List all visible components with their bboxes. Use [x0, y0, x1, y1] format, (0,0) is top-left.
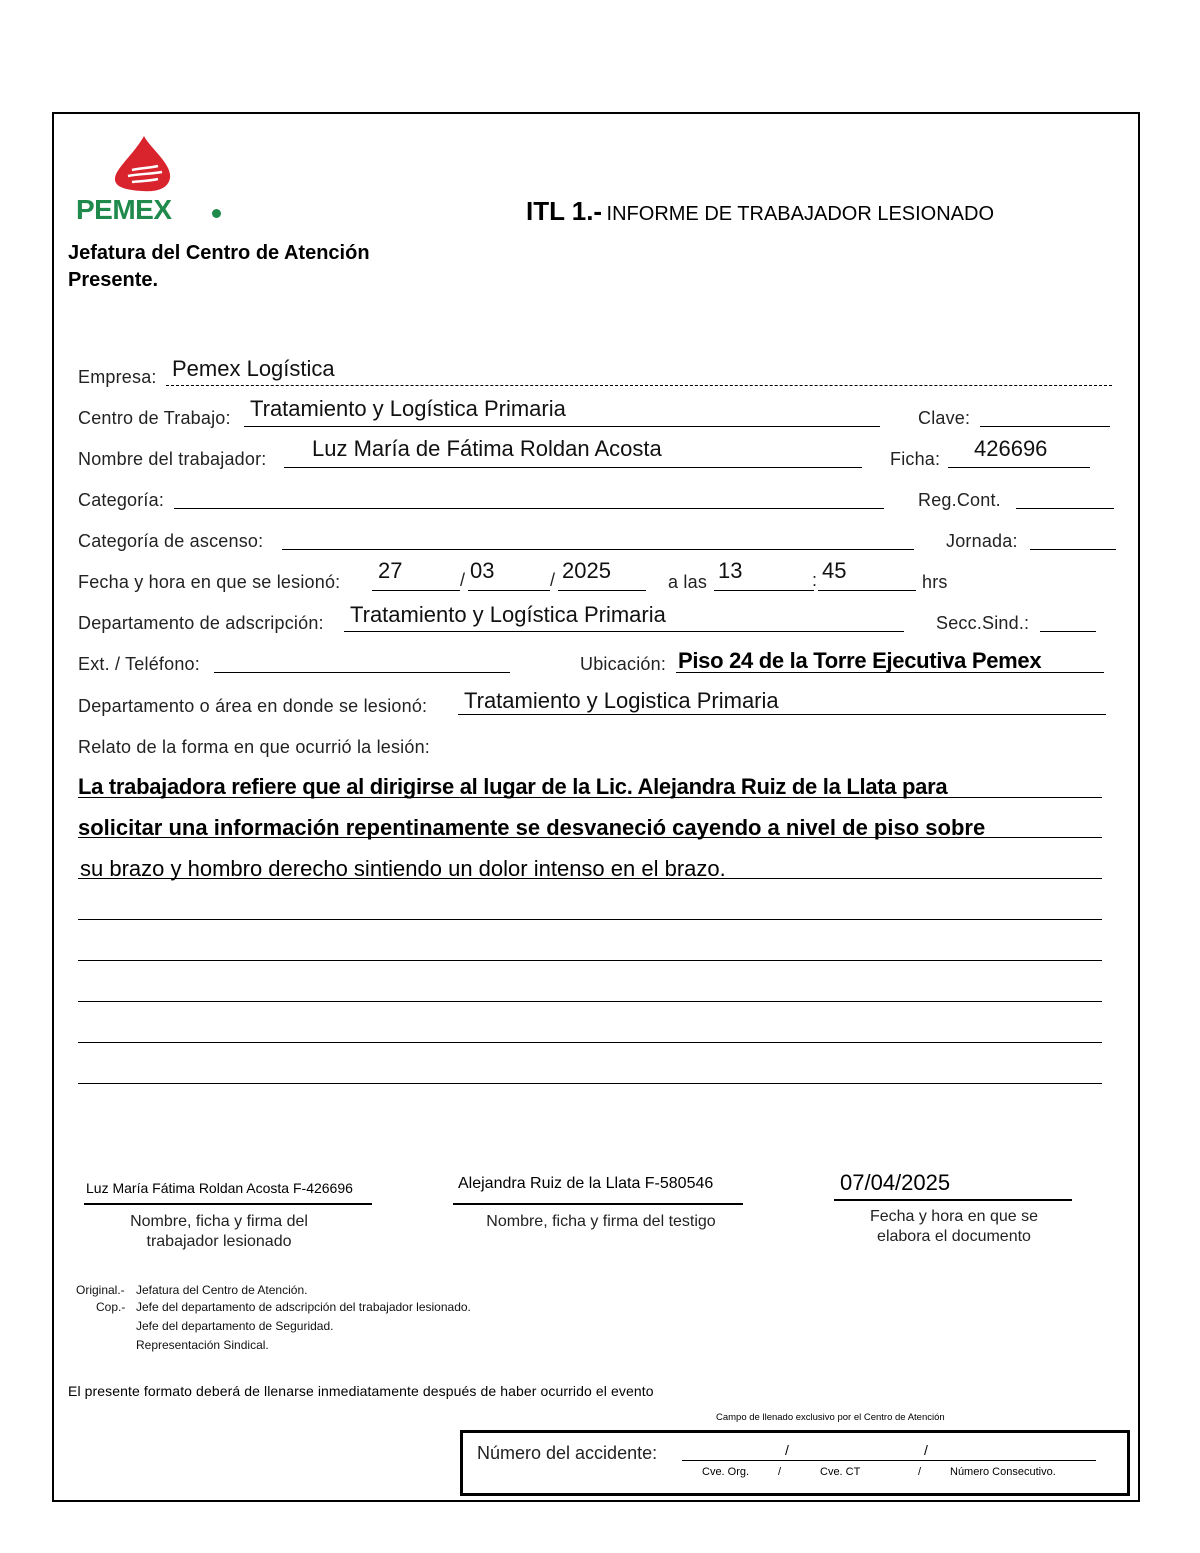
relato-label: Relato de la forma en que ocurrió la lesión:	[78, 737, 430, 757]
addressee-line-1: Jefatura del Centro de Atención	[68, 242, 370, 264]
relato-line[interactable]	[78, 1083, 1102, 1084]
date-caption-2: elabora el documento	[877, 1228, 1031, 1245]
area-value[interactable]: Tratamiento y Logistica Primaria	[464, 688, 779, 713]
form-code: ITL 1.-	[526, 196, 603, 226]
fecha-label: Fecha y hora en que se lesionó:	[78, 572, 341, 592]
relato-text-line-1[interactable]: La trabajadora refiere que al dirigirse al lugar de la Lic. Alejandra Ruiz de la Llata para	[78, 774, 948, 799]
pemex-drop-icon	[110, 134, 174, 194]
regcont-line[interactable]	[1016, 508, 1114, 509]
addressee-line-2: Presente.	[68, 269, 159, 291]
witness-signature-line	[453, 1203, 743, 1205]
empresa-value[interactable]: Pemex Logística	[172, 356, 335, 381]
ficha-value[interactable]: 426696	[974, 436, 1048, 461]
date-slash-1: /	[460, 570, 466, 590]
copy-label: Cop.-	[96, 1300, 126, 1314]
centro-value[interactable]: Tratamiento y Logística Primaria	[250, 396, 566, 421]
minute-value[interactable]: 45	[822, 558, 847, 583]
worker-signature-line	[84, 1203, 372, 1205]
worker-caption-1: Nombre, ficha y firma del	[130, 1213, 308, 1230]
date-slash-2: /	[550, 570, 556, 590]
centro-line	[244, 426, 880, 427]
relato-text-line-3[interactable]: su brazo y hombro derecho sintiendo un dolor intenso en el brazo.	[80, 856, 726, 881]
depto-value[interactable]: Tratamiento y Logística Primaria	[350, 602, 666, 627]
depto-line	[344, 631, 904, 632]
witness-caption: Nombre, ficha y firma del testigo	[486, 1213, 716, 1230]
hrs-label: hrs	[922, 572, 948, 592]
accident-slash-1: /	[785, 1442, 789, 1458]
ext-label: Ext. / Teléfono:	[78, 654, 200, 674]
ubicacion-value[interactable]: Piso 24 de la Torre Ejecutiva Pemex	[678, 648, 1042, 673]
caption-slash-1: /	[778, 1466, 782, 1478]
copy-item-1: Jefe del departamento de adscripción del trabajador lesionado.	[136, 1300, 471, 1314]
clave-label: Clave:	[918, 408, 971, 428]
year-value[interactable]: 2025	[562, 558, 611, 583]
accident-number-label: Número del accidente:	[477, 1443, 658, 1463]
document-date-value[interactable]: 07/04/2025	[840, 1170, 951, 1195]
worker-caption-2: trabajador lesionado	[146, 1233, 292, 1250]
relato-text-line-2[interactable]: solicitar una información repentinamente se desvaneció cayendo a nivel de piso sobre	[78, 815, 986, 840]
month-value[interactable]: 03	[470, 558, 495, 583]
caption-slash-2: /	[918, 1466, 922, 1478]
original-value: Jefatura del Centro de Atención.	[136, 1283, 308, 1297]
cve-ct-label: Cve. CT	[820, 1466, 861, 1478]
relato-line[interactable]	[78, 1001, 1102, 1002]
cve-org-label: Cve. Org.	[702, 1466, 750, 1478]
minute-line	[818, 590, 916, 591]
empresa-label: Empresa:	[78, 367, 157, 387]
jornada-label: Jornada:	[946, 531, 1018, 551]
clave-line[interactable]	[980, 426, 1110, 427]
date-caption-1: Fecha y hora en que se	[869, 1208, 1039, 1225]
relato-line[interactable]	[78, 919, 1102, 920]
nombre-line	[284, 467, 862, 468]
centro-label: Centro de Trabajo:	[78, 408, 231, 428]
exclusive-field-label: Campo de llenado exclusivo por el Centro de Atención	[716, 1412, 945, 1423]
time-colon: :	[812, 570, 818, 590]
month-line	[468, 590, 550, 591]
logo-registered-icon	[212, 209, 221, 218]
worker-signature-value[interactable]: Luz María Fátima Roldan Acosta F-426696	[86, 1180, 353, 1196]
hour-value[interactable]: 13	[718, 558, 743, 583]
ficha-line	[948, 467, 1090, 468]
secc-line[interactable]	[1040, 631, 1096, 632]
ubicacion-label: Ubicación:	[580, 654, 667, 674]
alas-label: a las	[668, 572, 708, 592]
accident-slash-2: /	[924, 1442, 928, 1458]
ficha-label: Ficha:	[890, 449, 941, 469]
relato-line[interactable]	[78, 960, 1102, 961]
jornada-line[interactable]	[1030, 549, 1116, 550]
regcont-label: Reg.Cont.	[918, 490, 1001, 510]
nombre-value[interactable]: Luz María de Fátima Roldan Acosta	[312, 436, 662, 461]
secc-label: Secc.Sind.:	[936, 613, 1030, 633]
depto-label: Departamento de adscripción:	[78, 613, 324, 633]
empresa-line	[166, 385, 1112, 386]
area-line	[458, 714, 1106, 715]
consecutivo-label: Número Consecutivo.	[950, 1466, 1056, 1478]
pemex-logo-text: PEMEX	[76, 194, 172, 225]
copy-item-2: Jefe del departamento de Seguridad.	[136, 1319, 334, 1333]
witness-signature-value[interactable]: Alejandra Ruiz de la Llata F-580546	[458, 1175, 714, 1192]
relato-line[interactable]	[78, 1042, 1102, 1043]
hour-line	[714, 590, 814, 591]
original-label: Original.-	[76, 1283, 125, 1297]
categoria-line[interactable]	[174, 508, 884, 509]
year-line	[558, 590, 646, 591]
form-title-text: INFORME DE TRABAJADOR LESIONADO	[606, 203, 995, 225]
document-date-line	[834, 1199, 1072, 1201]
ascenso-line[interactable]	[282, 549, 914, 550]
ext-line[interactable]	[214, 672, 510, 673]
day-value[interactable]: 27	[378, 558, 403, 583]
accident-number-line[interactable]	[682, 1460, 1096, 1461]
ascenso-label: Categoría de ascenso:	[78, 531, 264, 551]
area-label: Departamento o área en donde se lesionó:	[78, 696, 428, 716]
day-line	[372, 590, 460, 591]
copy-item-3: Representación Sindical.	[136, 1338, 269, 1352]
form-title	[526, 196, 994, 227]
nombre-label: Nombre del trabajador:	[78, 449, 267, 469]
footer-notice: El presente formato deberá de llenarse inmediatamente después de haber ocurrido el evento	[68, 1383, 654, 1399]
categoria-label: Categoría:	[78, 490, 165, 510]
